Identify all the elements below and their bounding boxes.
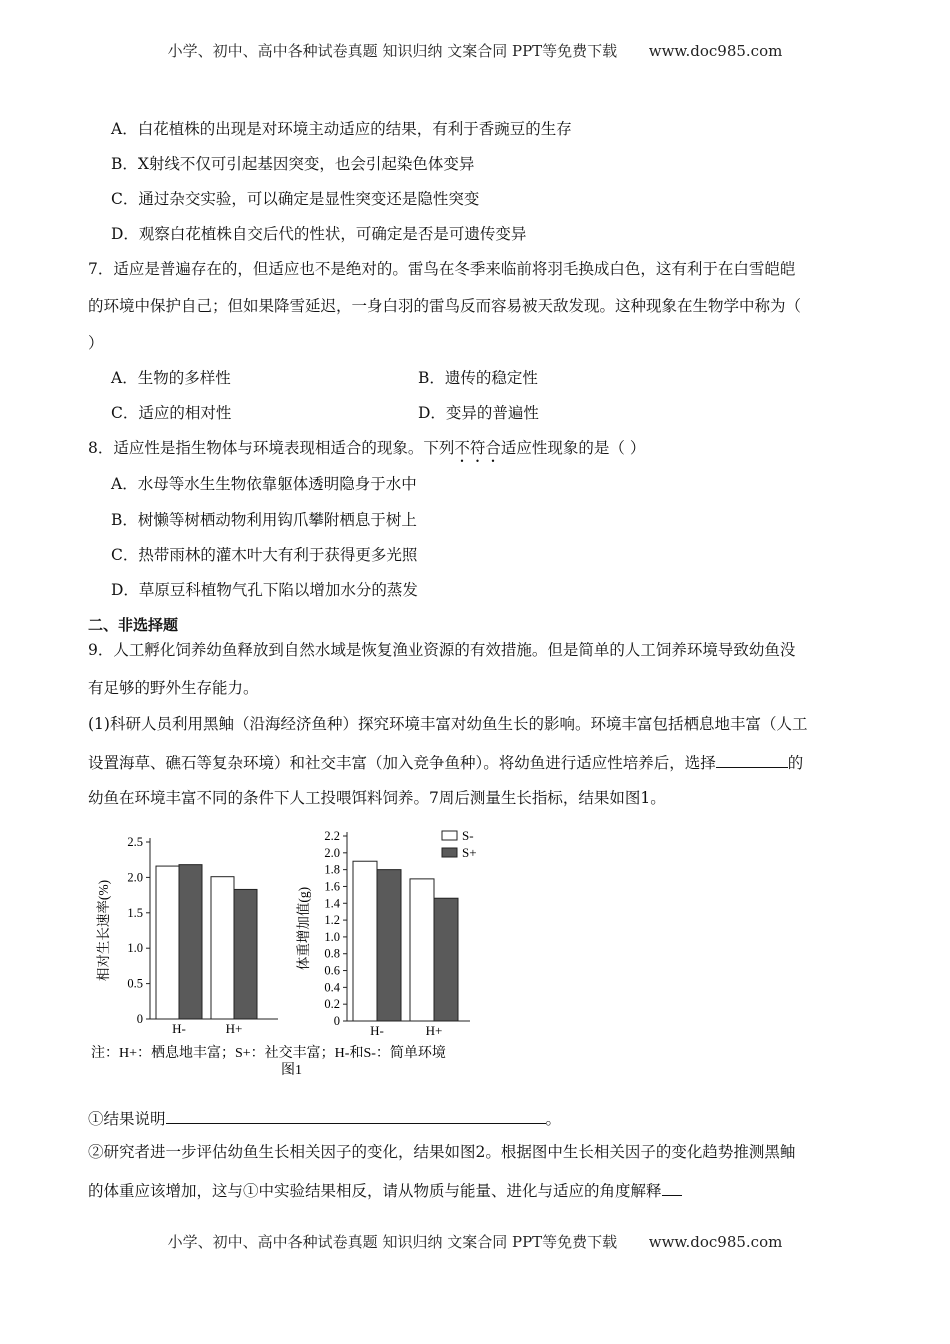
q6-option-c: C．通过杂交实验，可以确定是显性突变还是隐性突变 xyxy=(111,190,480,208)
x-tick-label: H+ xyxy=(425,1023,443,1038)
x-tick-label: H- xyxy=(370,1023,384,1038)
y-tick-label: 1.4 xyxy=(324,896,340,911)
y-tick-label: 1.5 xyxy=(127,905,143,920)
answer-blank[interactable] xyxy=(662,1179,682,1196)
y-tick-label: 2.0 xyxy=(324,845,340,860)
q9-sub1 xyxy=(88,1107,561,1129)
y-tick-label: 0.2 xyxy=(324,997,340,1012)
q9-sub2-line2-text: 的体重应该增加，这与①中实验结果相反，请从物质与能量、进化与适应的角度解释 xyxy=(88,1182,662,1200)
y-axis-label: 体重增加值(g) xyxy=(296,886,311,971)
q8-option-b: B．树懒等树栖动物利用钩爪攀附栖息于树上 xyxy=(111,511,417,529)
bar-H-sminus xyxy=(410,879,434,1021)
q7-option-a: A．生物的多样性 xyxy=(111,369,231,387)
legend-swatch-s-plus xyxy=(442,848,457,857)
y-tick-label: 1.0 xyxy=(324,929,340,944)
y-tick-label: 1.8 xyxy=(324,862,340,877)
legend-label-s-plus: S+ xyxy=(462,845,477,860)
legend-label-s-minus: S- xyxy=(462,828,474,843)
q8-stem-pre: 8．适应性是指生物体与环境表现相适合的现象。下列 xyxy=(88,439,455,457)
q8-stem xyxy=(88,438,645,466)
q9-sub2-line1: ②研究者进一步评估幼鱼生长相关因子的变化，结果如图2。根据图中生长相关因子的变化趋势推测黑鲉 xyxy=(88,1143,796,1161)
bar-H-sminus xyxy=(211,877,234,1019)
q9-stem-line1: 9．人工孵化饲养幼鱼释放到自然水域是恢复渔业资源的有效措施。但是简单的人工饲养环境导致幼鱼没 xyxy=(88,641,796,659)
y-tick-label: 1.2 xyxy=(324,913,340,928)
header-url[interactable]: www.doc985.com xyxy=(648,42,783,60)
q7-option-d: D．变异的普遍性 xyxy=(418,404,539,422)
y-tick-label: 0.8 xyxy=(324,946,340,961)
footer-text: 小学、初中、高中各种试卷真题 知识归纳 文案合同 PPT等免费下载 xyxy=(167,1233,618,1251)
q8-option-d: D．草原豆科植物气孔下陷以增加水分的蒸发 xyxy=(111,581,418,599)
q8-stem-post: 适应性现象的是（ ） xyxy=(500,439,646,457)
q9-stem-line2: 有足够的野外生存能力。 xyxy=(88,679,259,697)
answer-blank[interactable] xyxy=(166,1107,546,1124)
q9-part1-line2-pre: 设置海草、礁石等复杂环境）和社交丰富（加入竞争鱼种）。将幼鱼进行适应性培养后，选择 xyxy=(88,754,716,772)
q8-option-a: A．水母等水生生物依靠躯体透明隐身于水中 xyxy=(111,475,417,493)
y-tick-label: 0 xyxy=(333,1014,340,1028)
y-tick-label: 1.6 xyxy=(324,879,340,894)
q8-option-c: C．热带雨林的灌木叶大有利于获得更多光照 xyxy=(111,546,418,564)
q6-option-d: D．观察白花植株自交后代的性状，可确定是否是可遗传变异 xyxy=(111,225,527,243)
section-title: 二、非选择题 xyxy=(88,616,179,634)
figure-caption: 图1 xyxy=(281,1063,302,1078)
bar-H-sminus xyxy=(353,861,377,1021)
page-header xyxy=(0,40,950,61)
chart-weight-gain xyxy=(295,829,470,1038)
chart-legend xyxy=(442,828,477,860)
bar-H-splus xyxy=(377,870,401,1021)
header-text: 小学、初中、高中各种试卷真题 知识归纳 文案合同 PPT等免费下载 xyxy=(167,42,618,60)
y-tick-label: 0 xyxy=(136,1012,143,1026)
x-tick-label: H- xyxy=(172,1021,186,1036)
q6-option-b: B．X射线不仅可引起基因突变，也会引起染色体变异 xyxy=(111,155,475,173)
figure-note: 注：H+：栖息地丰富；S+：社交丰富；H-和S-：简单环境 xyxy=(91,1046,446,1061)
q9-sub1-end: 。 xyxy=(545,1110,562,1128)
y-tick-label: 1.0 xyxy=(127,941,143,956)
bar-H-splus xyxy=(434,898,458,1021)
y-axis-label: 相对生长速率(%) xyxy=(96,879,111,982)
q7-stem-line1: 7．适应是普遍存在的，但适应也不是绝对的。雷鸟在冬季来临前将羽毛换成白色，这有利于在白雪皑皑 xyxy=(88,260,796,278)
answer-blank[interactable] xyxy=(716,751,788,768)
q9-sub2-line2 xyxy=(88,1179,682,1201)
q9-part1-line3: 幼鱼在环境丰富不同的条件下人工投喂饵料饲养。7周后测量生长指标，结果如图1。 xyxy=(88,789,666,807)
q8-stem-emphasis: 不符合 xyxy=(454,439,501,457)
q7-stem-line2: 的环境中保护自己；但如果降雪延迟，一身白羽的雷鸟反而容易被天敌发现。这种现象在生物学中称为（ xyxy=(88,297,802,315)
q9-part1-line2 xyxy=(88,751,803,773)
bar-H-splus xyxy=(179,865,202,1019)
figure-1 xyxy=(90,822,490,1082)
y-tick-label: 0.6 xyxy=(324,963,340,978)
page-footer xyxy=(0,1231,950,1252)
y-tick-label: 0.4 xyxy=(324,980,340,995)
legend-swatch-s-minus xyxy=(442,831,457,840)
q7-option-b: B．遗传的稳定性 xyxy=(418,369,538,387)
q6-option-a: A．白花植株的出现是对环境主动适应的结果，有利于香豌豆的生存 xyxy=(111,120,572,138)
chart-relative-growth-rate xyxy=(95,835,278,1036)
q9-part1-line2-post: 的 xyxy=(787,754,804,772)
q9-part1-line1: (1)科研人员利用黑鲉（沿海经济鱼种）探究环境丰富对幼鱼生长的影响。环境丰富包括栖息地丰富（人工 xyxy=(88,715,808,733)
y-tick-label: 2.0 xyxy=(127,870,143,885)
bar-H-splus xyxy=(234,889,257,1019)
q7-option-c: C．适应的相对性 xyxy=(111,404,232,422)
footer-url[interactable]: www.doc985.com xyxy=(648,1233,783,1251)
q7-stem-line3: ） xyxy=(88,334,104,352)
bar-H-sminus xyxy=(156,866,179,1019)
y-tick-label: 2.2 xyxy=(324,829,340,843)
q9-sub1-label: ①结果说明 xyxy=(88,1110,166,1128)
x-tick-label: H+ xyxy=(225,1021,243,1036)
y-tick-label: 2.5 xyxy=(127,835,143,849)
y-tick-label: 0.5 xyxy=(127,976,143,991)
